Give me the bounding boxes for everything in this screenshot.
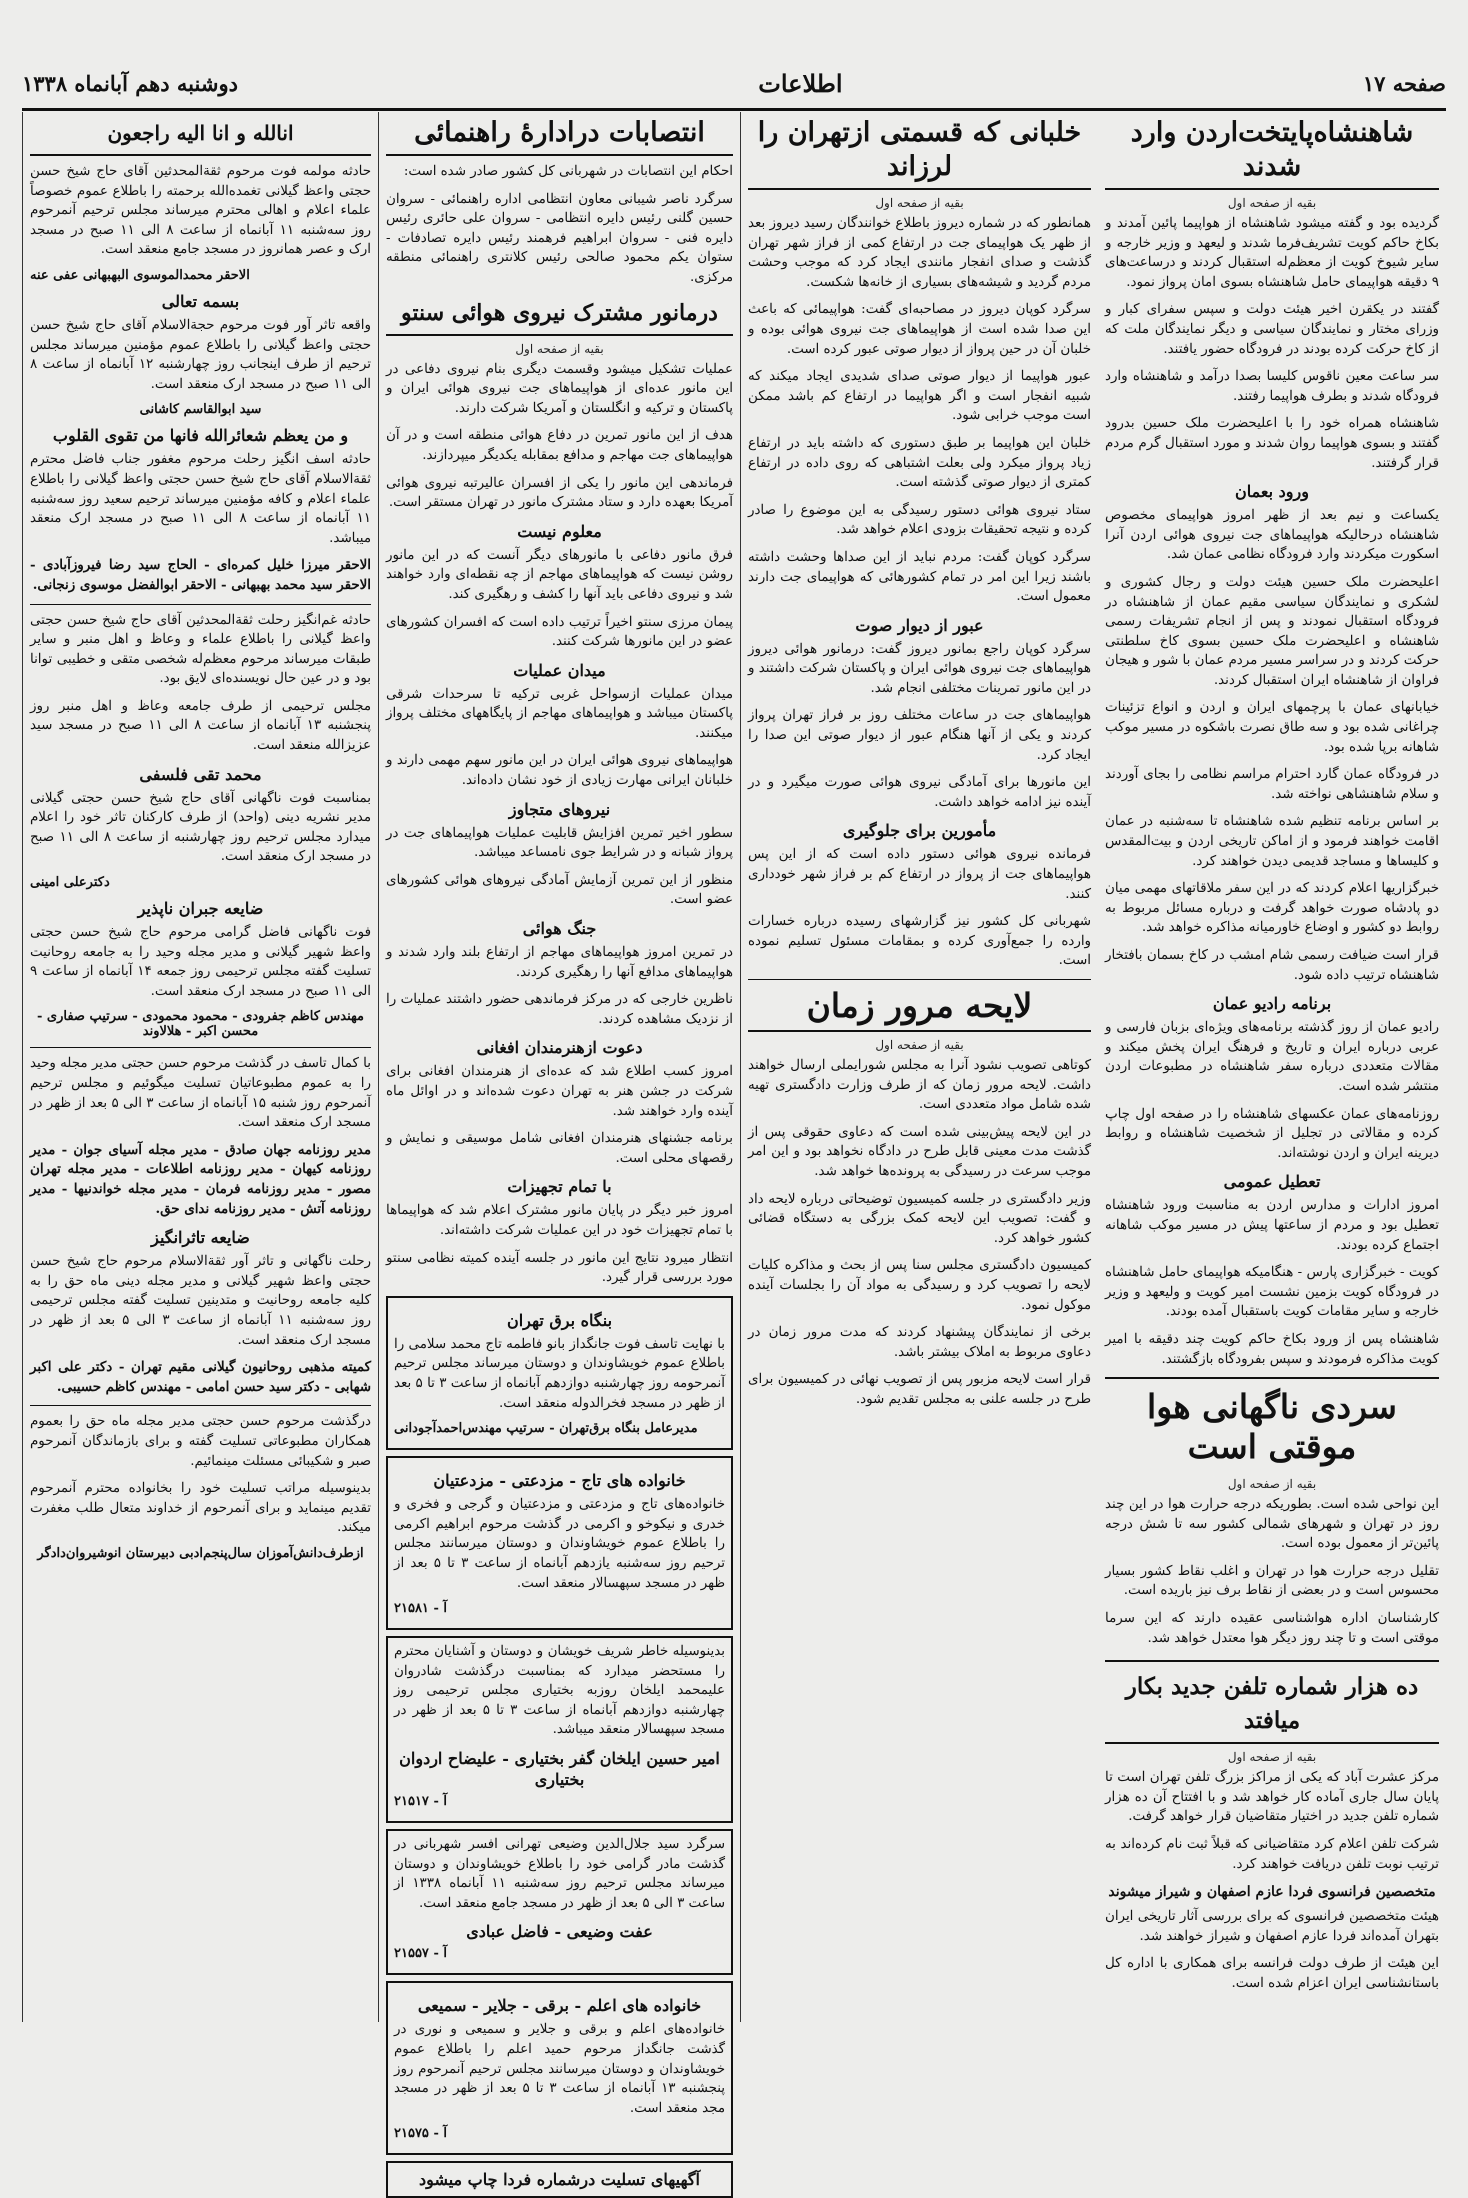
paragraph: سرگرد ناصر شیبانی معاون انتظامی اداره راهنمائی - سروان حسین گلنی رئیس دایره انتظامی - سروان علی حائری رئیس دایره فنی - سروان ابراهیم فرهمند رئیس دایره تصادفات - ستوان یکم محمود صالحی رئیس کلانتری راهنمائی منطقه مرکزی. — [381, 191, 733, 285]
paragraph: ناظرین خارجی که در مرکز فرماندهی حضور داشتند عملیات را از نزدیک مشاهده کردند. — [381, 992, 733, 1027]
paragraph: شرکت تلفن اعلام کرد متقاضیانی که قبلاً ثبت نام کرده‌اند به ترتیب نوبت تلفن دریافت خواهند کرد. — [1100, 1837, 1439, 1872]
headline-statute-limitations: لایحه مرور زمان — [748, 986, 1091, 1032]
paragraph: فرمانده نیروی هوائی دستور داده است که از این پس هواپیماهای جت از پرواز در ارتفاع کم بر فراز شهر خودداری کنند. — [743, 847, 1091, 902]
paragraph: الاحقر میرزا خلیل کمره‌ای - الحاج سید رضا فیروزآبادی - الاحقر سید محمد بهبهانی - الاحقر ابوالفضل موسوی زنجانی. — [25, 557, 371, 593]
continued-label: بقیه از صفحه اول — [515, 341, 604, 356]
column-sonic-boom — [740, 112, 1098, 2022]
paragraph: بدینوسیله مراتب تسلیت خود را بخانواده محترم آنمرحوم تقدیم مینماید و برای آنمرحوم از خداوند متعال طلب مغفرت میکند. — [25, 1481, 371, 1536]
paragraph: در این لایحه پیش‌بینی شده است که دعاوی حقوقی پس از گذشت مدت معینی قابل طرح در دادگاه نخواهد بود و این امر موجب سرعت در رسیدگی به پرونده‌ها خواهد شد. — [743, 1124, 1092, 1179]
notice-text: با نهایت تاسف فوت جانگداز بانو فاطمه تاج محمد سلامی را باطلاع عموم خویشاوندان و دوستان میرساند مجلس ترحیم آنمرحومه روز چهارشنبه دوازدهم آبانماه از ساعت ۳ تا ۵ بعد از ظهر در مسجد فخرالدوله منعقد است. — [389, 1336, 725, 1411]
notice-text: خانواده‌های تاج و مزدعتی و مزدعتیان و گرجی و فخری و خدری و نیکوخو و اکرمی در گذشت مرحوم ابراهیم اکرمی را باطلاع عموم خویشاوندان و دوستان میرسانند مجلس ترحیم روز سه‌شنبه یازدهم آبانماه از ساعت ۳ تا ۵ بعد از ظهر در مسجد سپهسالار منعقد است. — [389, 1497, 725, 1591]
headline-inna-lillah: انالله و انا الیه راجعون — [30, 116, 371, 156]
paragraph: روزنامه‌های عمان عکسهای شاهنشاه را در صفحه اول چاپ کرده و مقالاتی در تجلیل از شخصیت شاهنشاه و روابط دیرینه ایران و اردن نوشته‌اند. — [1100, 1106, 1439, 1161]
paragraph: مدیر روزنامه جهان صادق - مدیر مجله آسیای جوان - مدیر روزنامه کیهان - مدیر روزنامه اطلاعات - مدیر مجله تهران مصور - مدیر روزنامه فرمان - مدیر مجله خواندنیها - مدیر روزنامه آتش - مدیر روزنامه ندای حق. — [25, 1141, 371, 1217]
paragraph: هیئت متخصصین فرانسوی که برای بررسی آثار تاریخی ایران بتهران آمده‌اند فردا عازم اصفهان و شیراز خواهند شد. — [1100, 1909, 1439, 1944]
newspaper-name: اطلاعات — [758, 68, 843, 98]
subheading: ورود بعمان — [1235, 482, 1309, 502]
notice-code: آ - ۲۱۵۸۱ — [394, 1601, 447, 1617]
divider — [748, 979, 1091, 980]
notice-text: بدینوسیله خاطر شریف خویشان و دوستان و آشنایان محترم را مستحضر میدارد که بمناسبت درگذشت شادروان علیمحمد ایلخان روزبه بختیاری مجلس ترحیمی روز چهارشنبه دوازدهم آبانماه از ساعت ۳ تا ۵ بعد از ظهر در مسجد سپهسالار منعقد میباشد. — [389, 1644, 726, 1738]
signature: مهندس کاظم جفرودی - محمود محمودی - سرتیپ صفاری - محسن اکبر - هلالاوند — [37, 1009, 364, 1040]
subheading: با تمام تجهیزات — [507, 1177, 612, 1197]
notice-heading: خانواده های تاج - مزدعتی - مزدعتیان — [433, 1471, 686, 1491]
paragraph: گردیده بود و گفته میشود شاهنشاه از هواپیما پائین آمدند و بکاخ حاکم کویت تشریف‌فرما شدند و لیعهد و وزیر خارجه و سایر شیوخ کویت از معظم‌له استقبال کردند و درساعت‌های ۹ دقیقه هواپیمای حامل شاهنشاه بسوی امان پرواز نمود. — [1100, 216, 1439, 290]
notice-heading: خانواده های اعلم - برقی - جلایر - سمیعی — [417, 1996, 702, 2016]
paragraph: واقعه تاثر آور فوت مرحوم حجةالاسلام آقای حاج شیخ حسن حجتی واعظ گیلانی را باطلاع عموم مؤمنین میرساند مجلس ترحیم از طرف اینجانب روز چهارشنبه ۱۲ آبانماه از ساعت ۸ الی ۱۱ صبح در مسجد ارک منعقد است. — [25, 317, 371, 392]
subheading: مأمورین برای جلوگیری — [842, 821, 997, 841]
divider — [30, 1047, 371, 1048]
paragraph: سرگرد کوپان راجع بمانور دیروز گفت: درمانور هوائی دیروز هواپیماهای جت نیروی هوائی ایران و پاکستان شرکت داشتند و در این مانور تمرینات مختلفی انجام شد. — [743, 641, 1091, 696]
subheading: جنگ هوائی — [522, 919, 597, 939]
paragraph: امروز خبر دیگر در پایان مانور مشترک اعلام شد که هواپیماها با تمام تجهیزات خود در این عملیات شرکت داشته‌اند. — [381, 1203, 733, 1238]
signature: ازطرف‌دانش‌آموزان سال‌پنجم‌ادبی دبیرستان انوشیروان‌دادگر — [37, 1545, 364, 1561]
paragraph: امروز کسب اطلاع شد که عده‌ای از هنرمندان افغانی برای شرکت در جشن هنر به تهران دعوت شده‌اند و در اوائل ماه آینده وارد خواهند شد. — [381, 1064, 733, 1119]
subheading: میدان عملیات — [513, 660, 606, 680]
paragraph: احکام این انتصابات در شهربانی کل کشور صادر شده است: — [403, 164, 733, 179]
paragraph: خلبان این هواپیما بر طبق دستوری که داشته باید در ارتفاع زیاد پرواز میکرد ولی بعلت اشتباهی که روی داده در ارتفاع کمتری از دیوار صوتی گذشته است. — [743, 435, 1091, 491]
paragraph: بمناسبت فوت ناگهانی آقای حاج شیخ حسن حجتی گیلانی مدیر نشریه دینی (واحد) از طرف کارکنان تاثر خود را اعلام میدارد مجلس ترحیم روز چهارشنبه از ساعت ۸ الی ۱۱ صبح در مسجد ارک منعقد است. — [25, 790, 372, 865]
notice-text: خانواده‌های اعلم و برقی و جلایر و سمیعی و نوری در گذشت جانگداز مرحوم حمید اعلم را باطلاع عموم خویشاوندان و دوستان میرسانند مجلس ترحیم آنمرحوم روز پنجشنبه ۱۳ آبانماه از ساعت ۳ تا ۵ بعد از ظهر در مسجد مجد منعقد است. — [389, 2022, 726, 2116]
paragraph: مرکز عشرت آباد که یکی از مراکز بزرگ تلفن تهران است تا پایان سال جاری آماده کار خواهد شد و با افتتاح آن ده هزار شماره تلفن جدید در اختیار متقاضیان قرار خواهد گرفت. — [1100, 1770, 1439, 1825]
notice-code: آ - ۲۱۵۷۵ — [394, 2126, 447, 2142]
condolence-notice — [386, 1981, 733, 2155]
paragraph: فوت ناگهانی فاضل گرامی مرحوم حاج شیخ حسن حجتی واعظ شهیر گیلانی و مدیر مجله وحید را به جامعه روحانیت تسلیت گفته مجلس ترحیمی روز جمعه ۱۴ آبانماه از ساعت ۹ الی ۱۱ صبح در مسجد ارک منعقد است. — [25, 925, 371, 999]
paragraph: خیابانهای عمان با پرچمهای ایران و اردن و انواع تزئینات چراغانی شده بود و سه طاق نصرت باشکوه در مسیر موکب شاهانه برپا شده بود. — [1100, 700, 1439, 755]
paragraph: عبور هواپیما از دیوار صوتی صدای شدیدی ایجاد میکند که شبیه انفجار است و اگر هواپیما در ارتفاع کم باشد ممکن است موجب خرابی شود. — [743, 369, 1091, 424]
condolence-notice — [386, 1296, 733, 1450]
paragraph: شاهنشاه پس از ورود بکاخ حاکم کویت چند دقیقه با امیر کویت مذاکره فرمودند و سپس بفرودگاه بازگشتند. — [1100, 1331, 1439, 1367]
continued-label: بقیه از صفحه اول — [1227, 196, 1317, 210]
subheading: متخصصین فرانسوی فردا عازم اصفهان و شیراز میشوند — [1108, 1884, 1436, 1901]
notice-heading: بنگاه برق تهران — [506, 1310, 613, 1330]
subheading: برنامه رادیو عمان — [1212, 994, 1332, 1014]
subheading: تعطیل عمومی — [1223, 1172, 1321, 1192]
paragraph: هدف از این مانور تمرین در دفاع هوائی منطقه است و در آن هواپیماهای جت مهاجم و مدافع بمقابله یکدیگر میپردازند. — [381, 428, 733, 463]
paragraph: شاهنشاه همراه خود را با اعلیحضرت ملک حسین بدرود گفتند و بسوی هواپیما روان شدند و مورد استقبال گرم مردم قرار گرفتند. — [1100, 416, 1439, 471]
paragraph: ستاد نیروی هوائی دستور رسیدگی به این موضوع را صادر کرده و نتیجه تحقیقات بزودی اعلام خواهد شد. — [743, 502, 1091, 538]
page-header — [22, 58, 1446, 111]
paragraph: حادثه غم‌انگیز رحلت ثقةالمحدثین آقای حاج شیخ حسن حجتی واعظ گیلانی را باطلاع علماء و وعاظ و اهل منبر و سایر طبقات میرساند مرحوم معظم‌له شخصی متقی و خطیبی توانا بود و در عین حال نویسنده‌ای لایق بود. — [25, 612, 371, 687]
continued-label: بقیه از صفحه اول — [875, 196, 964, 210]
headline-telephone: ده هزار شماره تلفن جدید بکار میافتد — [1105, 1670, 1439, 1744]
paragraph: کوتاهی تصویب نشود آنرا به مجلس شورایملی ارسال خواهند داشت. لایحه مرور زمان که از طرف وزارت دادگستری تهیه شده شامل مواد متعددی است. — [743, 1058, 1091, 1113]
paragraph: برخی از نمایندگان پیشنهاد کردند که مدت مرور زمان در دعاوی مربوط به املاک بیشتر باشد. — [743, 1325, 1091, 1360]
paragraph: انتظار میرود نتایج این مانور در جلسه آینده کمیته نظامی سنتو مورد بررسی قرار گیرد. — [381, 1250, 733, 1286]
continued-label: بقیه از صفحه اول — [875, 1038, 964, 1052]
ad-text: آگهیهای تسلیت درشماره فردا چاپ میشود — [419, 2170, 700, 2190]
paragraph: رادیو عمان از روز گذشته برنامه‌های ویژه‌ای بزبان فارسی و عربی درباره ایران و تاریخ و فرهنگ ایران پخش میکند و مقالات متعددی درباره سفر شاهنشاه در مطبوعات اردن منتشر شده است. — [1100, 1020, 1439, 1094]
paragraph: سرگرد کوپان گفت: مردم نباید از این صداها وحشت داشته باشند زیرا این امر در تمام کشورهائی که هواپیمای جت دارند معمول است. — [743, 549, 1091, 605]
subheading: معلوم نیست — [517, 521, 602, 541]
paragraph: هواپیماهای جت در ساعات مختلف روز بر فراز تهران پرواز کردند و یکی از آنها هنگام عبور از دیوار صوتی این صدا را ایجاد کرد. — [743, 708, 1091, 763]
paragraph: فرق مانور دفاعی با مانورهای دیگر آنست که در این مانور روشن نیست که هواپیماهای مهاجم از چه نقطه‌ای وارد خواهند شد و نیروی دفاعی باید آنها را کشف و رهگیری کند. — [381, 547, 733, 602]
paragraph: کمیسیون دادگستری مجلس سنا پس از بحث و مذاکره کلیات لایحه را تصویب کرد و رسیدگی به مواد آن را بجلسات آینده موکول نمود. — [743, 1258, 1091, 1313]
condolence-notice — [386, 1636, 733, 1823]
headline-pilot-tehran: خلبانی که قسمتی ازتهران را لرزاند — [748, 116, 1091, 190]
paragraph: سطور اخیر تمرین افزایش قابلیت عملیات هواپیماهای جت در پرواز شبانه و در شرایط جوی نامساعد میباشد. — [381, 825, 733, 861]
issue-date: دوشنبه دهم آبانماه ۱۳۳۸ — [22, 70, 238, 96]
paragraph: وزیر دادگستری در جلسه کمیسیون توضیحاتی درباره لایحه داد و گفت: تصویب این لایحه کمک بزرگی به دستگاه قضائی کشور خواهد کرد. — [743, 1191, 1091, 1246]
paragraph: قرار است لایحه مزبور پس از تصویب نهائی در کمیسیون برای طرح در جلسه علنی به مجلس تقدیم شود. — [743, 1372, 1091, 1407]
subheading: بسمه تعالی — [161, 291, 240, 311]
notice-code: آ - ۲۱۵۱۷ — [394, 1794, 447, 1810]
paragraph: قرار است ضیافت رسمی شام امشب در کاخ بسمان بافتخار شاهنشاه ترتیب داده شود. — [1100, 948, 1439, 983]
paragraph: گفتند در یکقرن اخیر هیئت دولت و سپس سفرای کبار و وزرای مختار و نمایندگان سیاسی و دیگر نمایندگان ملت که از کاخ حرکت کرده بودند در فرودگاه حضور یافتند. — [1100, 302, 1439, 357]
paragraph: پیمان مرزی سنتو اخیراً ترتیب داده است که افسران کشورهای عضو در این مانورها شرکت کنند. — [381, 614, 733, 650]
paragraph: سرگرد کوپان دیروز در مصاحبه‌ای گفت: هواپیمائی که باعث این صدا شده است از هواپیماهای جت نیروی هوائی بوده و خلبان آن در حین پرواز از دیوار صوتی عبور کرده است. — [743, 302, 1091, 357]
column-condolences — [22, 112, 378, 2022]
divider — [30, 1405, 371, 1406]
headline-cento-maneuver: درمانور مشترک نیروی هوائی سنتو — [386, 296, 733, 336]
column-appointments-maneuver — [378, 112, 740, 2190]
subheading: دعوت از‌هنرمندان افغانی — [476, 1038, 643, 1058]
page-number: صفحه ۱۷ — [1362, 70, 1446, 96]
signature: الاحقر محمدالموسوی البهبهانی عفی عنه — [30, 267, 250, 283]
paragraph: کویت - خبرگزاری پارس - هنگامیکه هواپیمای حامل شاهنشاه در فرودگاه کویت بزمین نشست امیر کویت و ولیعهد و وزیر خارجه و سایر مقامات کویت باستقبال آمده بودند. — [1100, 1265, 1439, 1320]
paragraph: بر اساس برنامه تنظیم شده شاهنشاه تا سه‌شنبه در عمان اقامت خواهند فرمود و از اماکن تاریخی اردن و بیت‌المقدس و کلیساها و مساجد قدیمی دیدن خواهند کرد. — [1100, 814, 1440, 869]
paragraph: هواپیماهای نیروی هوائی ایران در این مانور سهم مهمی دارند و خلبانان ایرانی مهارت زیادی از خود نشان داده‌اند. — [381, 753, 733, 789]
continued-label: بقیه از صفحه اول — [1227, 1750, 1317, 1765]
notice-signature: امیر حسین ایلخان گفر بختیاری - علیضاح اردوان بختیاری — [399, 1749, 720, 1790]
divider — [30, 604, 371, 605]
subheading: ضایعه جبران ناپذیر — [137, 899, 264, 919]
notice-signature: عفت وضیعی - فاضل عبادی — [466, 1922, 653, 1942]
paragraph: یکساعت و نیم بعد از ظهر امروز هواپیمای مخصوص شاهنشاه درحالیکه هواپیماهای جت نیروی هوائی اردن آنرا اسکورت میکردند وارد فرودگاه نظامی عمان شد. — [1100, 508, 1439, 563]
paragraph: حادثه مولمه فوت مرحوم ثقةالمحدثین آقای حاج شیخ حسن حجتی واعظ گیلانی تغمده‌الله برحمته را باطلاع عموم خصوصاً علماء اعلام و اهالی محترم میرساند مجلس ترحیم آنمرحوم روز سه‌شنبه ۱۱ آبانماه از ساعت ۸ الی ۱۱ صبح در مسجد ارک و عصر همانروز در مسجد جامع منعقد است. — [25, 164, 371, 258]
paragraph: در تمرین امروز هواپیماهای مهاجم از ارتفاع بلند وارد شدند و هواپیماهای مدافع آنها را رهگیری کردند. — [381, 945, 733, 980]
signature: سید ابوالقاسم کاشانی — [139, 402, 262, 418]
paragraph: خبرگزاریها اعلام کردند که در این سفر ملاقاتهای مهمی میان دو پادشاه صورت خواهد گرفت و درباره مسائل مربوط به روابط دو کشور و اوضاع خاورمیانه مذاکره خواهد شد. — [1100, 881, 1439, 936]
paragraph: سر ساعت معین ناقوس کلیسا بصدا درآمد و شاهنشاه وارد فرودگاه شدند و بطرف هواپیما رفتند. — [1100, 369, 1439, 404]
subheading: ضایعه تاثرانگیز — [151, 1228, 250, 1248]
paragraph: رحلت ناگهانی و تاثر آور ثقةالاسلام مرحوم حاج شیخ حسن حجتی واعظ شهیر گیلانی و مدیر مجله دینی ماه حق را به کلیه جامعه روحانیت و متدینین تسلیت گفته مجلس ترحیمی روز سه‌شنبه ۱۱ آبانماه از ساعت ۳ الی ۵ بعد از ظهر در مسجد ارک منعقد است. — [25, 1254, 371, 1348]
subheading: نیروهای متجاوز — [508, 799, 611, 819]
condolence-ad-note — [386, 2161, 733, 2198]
paragraph: با کمال تاسف در گذشت مرحوم حسن حجتی مدیر مجله وحید را به عموم مطبوعاتیان تسلیت میگوئیم و مجلس ترحیم آنمرحوم روز شنبه ۱۵ آبانماه از ساعت ۳ الی ۵ بعد از ظهر در مسجد ارک منعقد است. — [25, 1056, 371, 1131]
headline-cold-weather: سردی ناگهانی هوا موقتی است — [1147, 1387, 1397, 1467]
paragraph: این نواحی شده است. بطوریکه درجه حرارت هوا در این چند روز در تهران و شهرهای شمالی کشور سه تا شش درجه پائین‌تر از معمول بوده است. — [1100, 1497, 1439, 1552]
headline-shah-amman: شاهنشاه‌پایتخت‌اردن وارد شدند — [1105, 116, 1439, 190]
paragraph: عملیات تشکیل میشود وقسمت دیگری بنام نیروی دفاعی در این مانور عده‌ای از هواپیماهای جت نیروی هوائی ایران و پاکستان و ترکیه و انگلستان و آمریکا شرکت دارند. — [381, 361, 733, 416]
paragraph: کارشناسان اداره هواشناسی عقیده دارند که این سرما موقتی است و تا چند روز دیگر هوا معتدل خواهد شد. — [1100, 1611, 1439, 1646]
paragraph: تقلیل درجه حرارت هوا در تهران و اغلب نقاط کشور بسیار محسوس است و در بعضی از نقاط برف نیز باریده است. — [1100, 1563, 1439, 1599]
paragraph: فرماندهی این مانور را یکی از افسران عالیرتبه نیروی هوائی آمریکا بعهده دارد و ستاد مشترک مانور در تهران مستقر است. — [381, 475, 733, 511]
headline-traffic-appointments: انتصابات درادارهٔ راهنمائی — [386, 116, 733, 156]
paragraph: کمیته مذهبی روحانیون گیلانی مقیم تهران - دکتر علی اکبر شهابی - دکتر سید حسن امامی - مهندس کاظم حسیبی. — [25, 1359, 371, 1395]
condolence-notice — [386, 1456, 733, 1630]
paragraph: اعلیحضرت ملک حسین هیئت دولت و رجال کشوری و لشکری و نمایندگان سیاسی مقیم عمان از شاهنشاه در فرودگاه استقبال نمودند و پس از انجام تشریفات رسمی شاهنشاه و اعلیحضرت ملک حسین بسوی کاخ سلطنتی حرکت کردند و در سراسر مسیر مردم عمان با شور و هیجان فراوان از شاهنشاه ایران استقبال کردند. — [1100, 574, 1439, 688]
condolence-notice — [386, 1829, 733, 1975]
paragraph: این مانورها برای آمادگی نیروی هوائی صورت میگیرد و در آینده نیز ادامه خواهد داشت. — [743, 775, 1091, 810]
paragraph: این هیئت از طرف دولت فرانسه برای همکاری با اداره کل باستانشناسی ایران اعزام شده است. — [1100, 1956, 1439, 1991]
notice-text: سرگرد سید جلال‌الدین وضیعی تهرانی افسر شهربانی در گذشت مادر گرامی خود را باطلاع خویشاوندان و دوستان میرساند مجلس ترحیم روز سه‌شنبه ۱۱ آبانماه ۱۳۳۸ از ساعت ۳ الی ۵ بعد از ظهر در مسجد جامع منعقد است. — [389, 1837, 725, 1911]
subheading: عبور از دیوار صوت — [855, 615, 984, 635]
paragraph: مجلس ترحیمی از طرف جامعه وعاظ و اهل منبر روز پنجشنبه ۱۳ آبانماه از ساعت ۸ الی ۱۱ صبح در مسجد سید عزیزالله منعقد است. — [25, 698, 371, 754]
paragraph: شهربانی کل کشور نیز گزارشهای رسیده درباره خسارات وارده را جمع‌آوری کرده و بمقامات مسئول تسلیم نموده است. — [743, 914, 1092, 969]
paragraph: حادثه اسف انگیز رحلت مرحوم مغفور جناب فاضل محترم ثقةالاسلام آقای حاج شیخ حسن حجتی واعظ گیلانی را باطلاع علماء اعلام و کافه مؤمنین میرساند ترحیم سعید روز سه‌شنبه ۱۱ آبانماه از ساعت ۸ الی ۱۱ صبح در مسجد ارک منعقد میباشد. — [25, 452, 371, 546]
notice-code: آ - ۲۱۵۵۷ — [394, 1946, 447, 1962]
paragraph: در فرودگاه عمان گارد احترام مراسم نظامی را بجای آوردند و سلام شاهنشاهی نواخته شد. — [1100, 767, 1439, 802]
subheading: و من یعظم شعائرالله فانها من تقوی القلوب — [52, 426, 349, 446]
paragraph: درگذشت مرحوم حسن حجتی مدیر مجله ماه حق را بعموم همکاران مطبوعاتی تسلیت گفته و برای بازماندگان آنمرحوم صبر و شکیبائی مسئلت مینمائیم. — [25, 1414, 371, 1469]
subheading: محمد تقی فلسفی — [139, 764, 262, 784]
paragraph: امروز ادارات و مدارس اردن به مناسبت ورود شاهنشاه تعطیل بود و مردم از ساعتها پیش در مسیر موکب شاهانه اجتماع کرده بودند. — [1100, 1198, 1439, 1253]
cold-weather-article — [1100, 1377, 1439, 1662]
paragraph: برنامه جشنهای هنرمندان افغانی شامل موسیقی و نمایش و رقصهای محلی است. — [381, 1131, 733, 1166]
column-shah-visit — [1098, 112, 1446, 2022]
continued-label: بقیه از صفحه اول — [1227, 1477, 1317, 1492]
paragraph: همانطور که در شماره دیروز باطلاع خوانندگان رسید دیروز بعد از ظهر یک هواپیمای جت در ارتفاع کمی از فراز شهر تهران گذشت و صدای انفجار مانندی ایجاد کرد که موجب وحشت مردم گردید و شیشه‌های بسیاری از خانه‌ها شکست. — [743, 216, 1091, 290]
paragraph: منظور از این تمرین آزمایش آمادگی نیروهای هوائی کشورهای عضو است. — [381, 872, 733, 908]
signature: دکترعلی امینی — [30, 875, 110, 891]
notice-signature: مدیرعامل بنگاه برق‌تهران - سرتیپ مهندس‌احمدآجودانی — [394, 1421, 698, 1437]
paragraph: میدان عملیات ازسواحل غربی ترکیه تا سرحدات شرقی پاکستان میباشد و هواپیماهای مهاجم از پایگاههای مختلف پرواز میکنند. — [381, 686, 733, 741]
